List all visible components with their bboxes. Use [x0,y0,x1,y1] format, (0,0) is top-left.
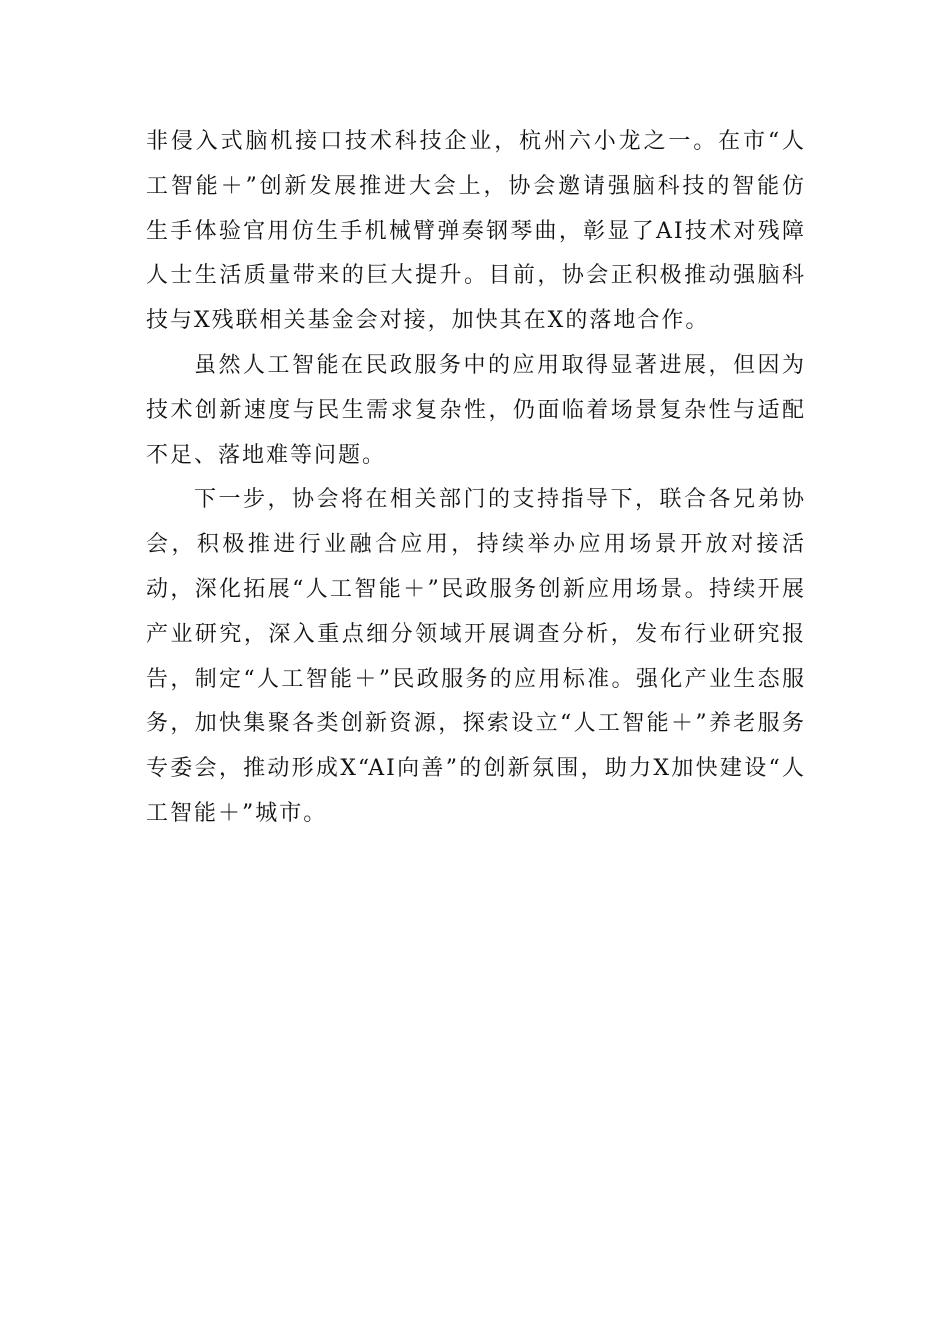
document-body [146,120,806,837]
paragraph-continuation: 非侵入式脑机接口技术科技企业，杭州六小龙之一。在市“人工智能＋”创新发展推进大会上，协会邀请强脑科技的智能仿生手体验官用仿生手机械臂弹奏钢琴曲，彰显了AI技术对残障人士生活质量带来的巨大提升。目前，协会正积极推动强脑科技与X残联相关基金会对接，加快其在X的落地合作。 [146,129,806,334]
paragraph-next-steps: 下一步，协会将在相关部门的支持指导下，联合各兄弟协会，积极推进行业融合应用，持续举办应用场景开放对接活动，深化拓展“人工智能＋”民政服务创新应用场景。持续开展产业研究，深入重点细分领域开展调查分析，发布行业研究报告，制定“人工智能＋”民政服务的应用标准。强化产业生态服务，加快集聚各类创新资源，探索设立“人工智能＋”养老服务专委会，推动形成X“AI向善”的创新氛围，助力X加快建设“人工智能＋”城市。 [146,487,806,826]
paragraph-challenges: 虽然人工智能在民政服务中的应用取得显著进展，但因为技术创新速度与民生需求复杂性，仍面临着场景复杂性与适配不足、落地难等问题。 [146,352,806,468]
